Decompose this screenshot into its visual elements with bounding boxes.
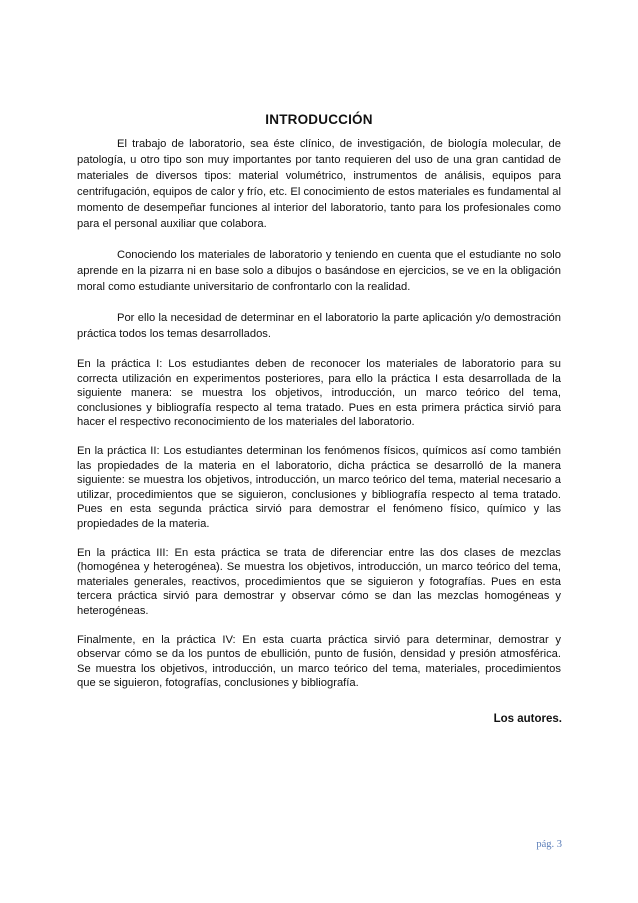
page-number: pág. 3 — [536, 839, 562, 850]
paragraph-practice-4: Finalmente, en la práctica IV: En esta cuarta práctica sirvió para determinar, demostrar y observar cómo se da los puntos de ebullición, punto de fusión, densidad y presión atmosférica. Se muestra los objetivos, introducción, un marco teórico del tema, materiales, procedimientos que se siguieron, fotografías, conclusiones y bibliografía. — [77, 633, 561, 690]
paragraph-intro: El trabajo de laboratorio, sea éste clínico, de investigación, de biología molecular, de patología, u otro tipo son muy importantes por tanto requieren del uso de una gran cantidad de materiales de diversos tipos: material volumétrico, instrumentos de análisis, equipos para centrifugación, equipos de calor y frío, etc. El conocimiento de estos materiales es fundamental al momento de desempeñar funciones al interior del laboratorio, tanto para los profesionales como para el personal auxiliar que colabora. — [77, 138, 561, 230]
page-title: INTRODUCCIÓN — [265, 112, 373, 127]
paragraph-context: Conociendo los materiales de laboratorio y teniendo en cuenta que el estudiante no solo aprende en la pizarra ni en base solo a dibujos o basándose en ejercicios, se ve en la obligación moral como estudiante universitario de confrontarlo con la realidad. — [77, 249, 561, 293]
paragraph-practice-1: En la práctica I: Los estudiantes deben de reconocer los materiales de laboratorio para su correcta utilización en experimentos posteriores, para ello la práctica I esta desarrollada de la siguiente manera: se muestra los objetivos, introducción, un marco teórico del tema, conclusiones y bibliografía respecto al tema tratado. Pues en esta primera práctica sirvió para hacer el respectivo reconocimiento de los materiales del laboratorio. — [77, 358, 561, 429]
authors-signature: Los autores. — [493, 713, 562, 725]
paragraph-practice-2: En la práctica II: Los estudiantes determinan los fenómenos físicos, químicos así como también las propiedades de la materia en el laboratorio, dicha práctica se desarrolló de la manera siguiente: se muestra los objetivos, introducción, un marco teórico del tema, material necesario a utilizar, procedimientos que se siguieron, conclusiones y bibliografía respecto al tema tratado. Pues en esta segunda práctica sirvió para demostrar el fenómeno físico, químico y las propiedades de la materia. — [77, 444, 561, 530]
document-body — [77, 136, 561, 705]
paragraph-practice-3: En la práctica III: En esta práctica se trata de diferenciar entre las dos clases de mezclas (homogénea y heterogénea). Se muestra los objetivos, introducción, un marco teórico del tema, materiales generales, reactivos, procedimientos que se siguieron y fotografías. Pues en esta tercera práctica sirvió para demostrar y observar cómo se dan las mezclas homogéneas y heterogéneas. — [77, 546, 561, 617]
paragraph-purpose: Por ello la necesidad de determinar en el laboratorio la parte aplicación y/o demostración práctica todos los temas desarrollados. — [77, 312, 561, 340]
